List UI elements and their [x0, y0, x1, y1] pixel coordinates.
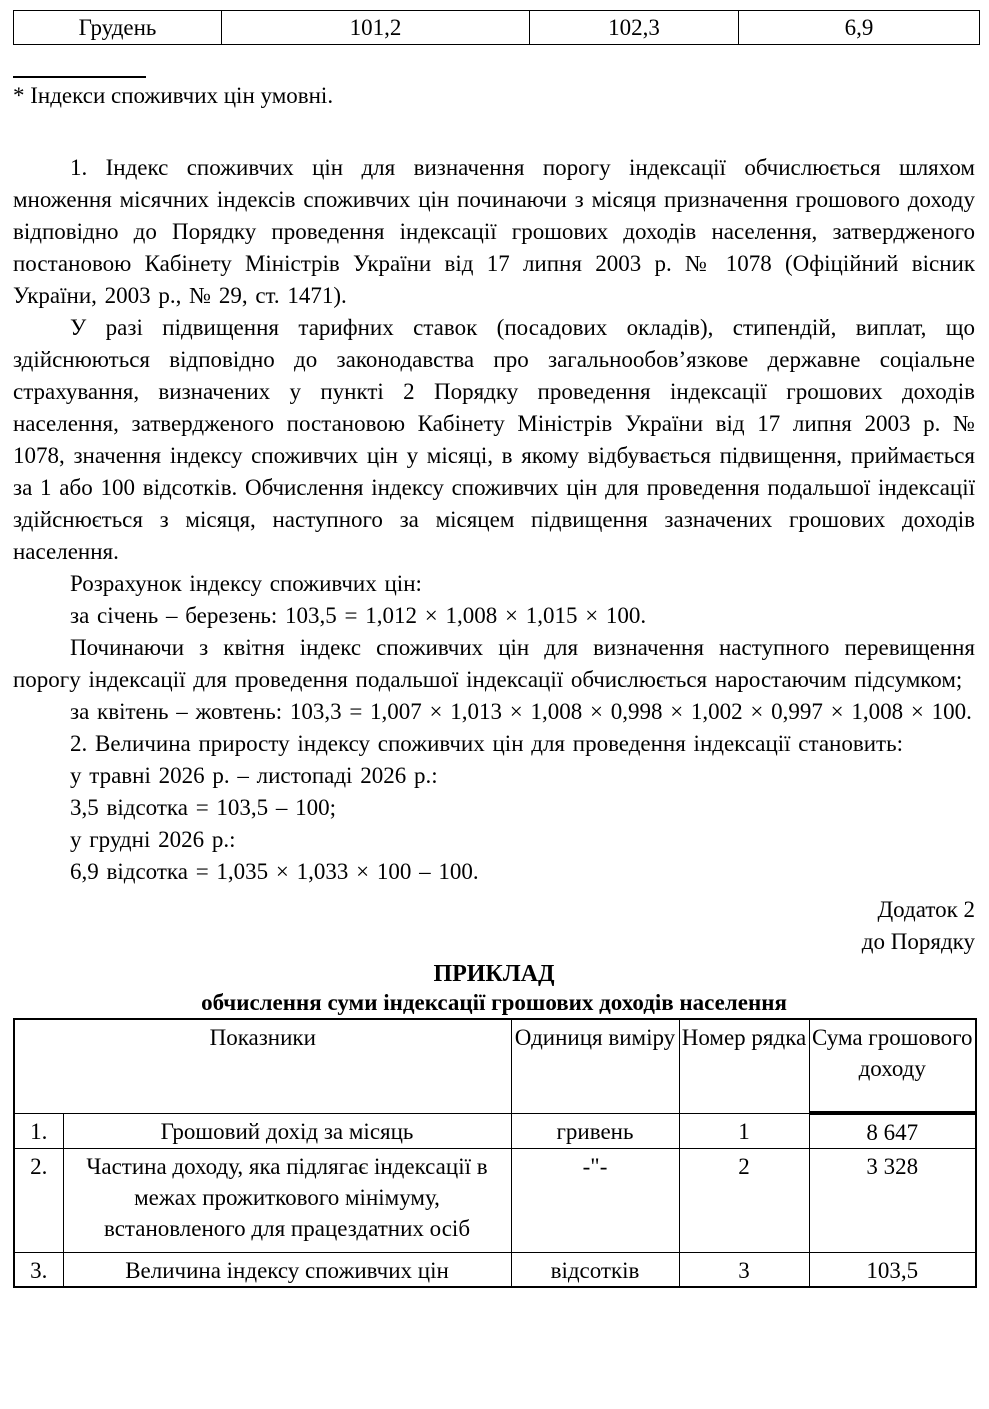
index-cell: 101,2 [222, 11, 530, 45]
paragraph-11: 6,9 відсотка = 1,035 × 1,033 × 100 – 100. [70, 859, 479, 884]
indicator-cell: Величина індексу споживчих цін [63, 1253, 511, 1288]
unit-cell: -"- [511, 1149, 679, 1253]
amount-cell: 8 647 [809, 1113, 976, 1149]
amount-cell: 3 328 [809, 1149, 976, 1253]
annex-number: Додаток 2 [877, 897, 975, 922]
table-row [14, 11, 980, 45]
footnote-separator [13, 76, 146, 78]
increment-cell: 6,9 [739, 11, 980, 45]
paragraph-1: 1. Індекс споживчих цін для визначення порогу індексації обчислюється шляхом множення місячних індексів споживчих цін починаючи з місяця призначення грошового доходу відповідно до Порядку проведення індексації грошових доходів населення, затвердженого постановою Кабінету Міністрів України від 17 липня 2003 р. № 1078 (Офіційний вісник України, 2003 р., № 29, ст. 1471). [13, 155, 975, 308]
document-page [0, 10, 989, 1288]
annex-target: до Порядку [861, 929, 975, 954]
amount-cell: 103,5 [809, 1253, 976, 1288]
indicator-cell: Частина доходу, яка підлягає індексації в межах прожиткового мінімуму, встановленого для працездатних осіб [63, 1149, 511, 1253]
paragraph-3: Розрахунок індексу споживчих цін: [70, 571, 422, 596]
paragraph-2: У разі підвищення тарифних ставок (посадових окладів), стипендій, виплат, що здійснюються відповідно до законодавства про загальнообов’язкове державне соціальне страхування, визначених у пункті 2 Порядку проведення індексації грошових доходів населення, затвердженого постановою Кабінету Міністрів України від 17 липня 2003 р. № 1078, значення індексу споживчих цін у місяці, в якому відбувається підвищення, приймається за 1 або 100 відсотків. Обчислення індексу споживчих цін для проведення подальшої індексації здійснюється з місяця, наступного за місяцем підвищення зазначених грошових доходів населення. [13, 315, 975, 564]
header-unit: Одиниця виміру [511, 1019, 679, 1113]
example-title: ПРИКЛАД [433, 961, 555, 987]
paragraph-6: за квітень – жовтень: 103,3 = 1,007 × 1,013 × 1,008 × 0,998 × 1,002 × 0,997 × 1,008 × 100. [70, 699, 972, 724]
row-number-cell: 1. [14, 1113, 63, 1149]
table-row [14, 1149, 976, 1253]
index-cell: 102,3 [530, 11, 739, 45]
example-table-header-row [14, 1019, 976, 1113]
paragraph-5: Починаючи з квітня індекс споживчих цін для визначення наступного перевищення порогу індексації для проведення подальшої індексації обчислюється наростаючим підсумком; [13, 635, 975, 692]
unit-cell: відсотків [511, 1253, 679, 1288]
paragraph-9: 3,5 відсотка = 103,5 – 100; [70, 795, 337, 820]
body-text [13, 152, 975, 888]
paragraph-7: 2. Величина приросту індексу споживчих цін для проведення індексації становить: [70, 731, 903, 756]
table-row [14, 1253, 976, 1288]
footnote-text: * Індекси споживчих цін умовні. [13, 83, 334, 108]
example-subtitle: обчислення суми індексації грошових доходів населення [201, 990, 787, 1015]
example-table [13, 1018, 977, 1288]
line-number-cell: 2 [679, 1149, 809, 1253]
row-number-cell: 2. [14, 1149, 63, 1253]
month-cell: Грудень [14, 11, 222, 45]
paragraph-10: у грудні 2026 р.: [70, 827, 236, 852]
annex-label [13, 894, 975, 958]
paragraph-4: за січень – березень: 103,5 = 1,012 × 1,008 × 1,015 × 100. [70, 603, 647, 628]
header-indicators: Показники [14, 1019, 511, 1113]
unit-cell: гривень [511, 1113, 679, 1149]
line-number-cell: 1 [679, 1113, 809, 1149]
paragraph-8: у травні 2026 р. – листопаді 2026 р.: [70, 763, 438, 788]
header-line-number: Номер рядка [679, 1019, 809, 1113]
header-amount: Сума грошового доходу [809, 1019, 976, 1113]
line-number-cell: 3 [679, 1253, 809, 1288]
row-number-cell: 3. [14, 1253, 63, 1288]
price-index-table [13, 10, 980, 45]
indicator-cell: Грошовий дохід за місяць [63, 1113, 511, 1149]
table-row [14, 1113, 976, 1149]
